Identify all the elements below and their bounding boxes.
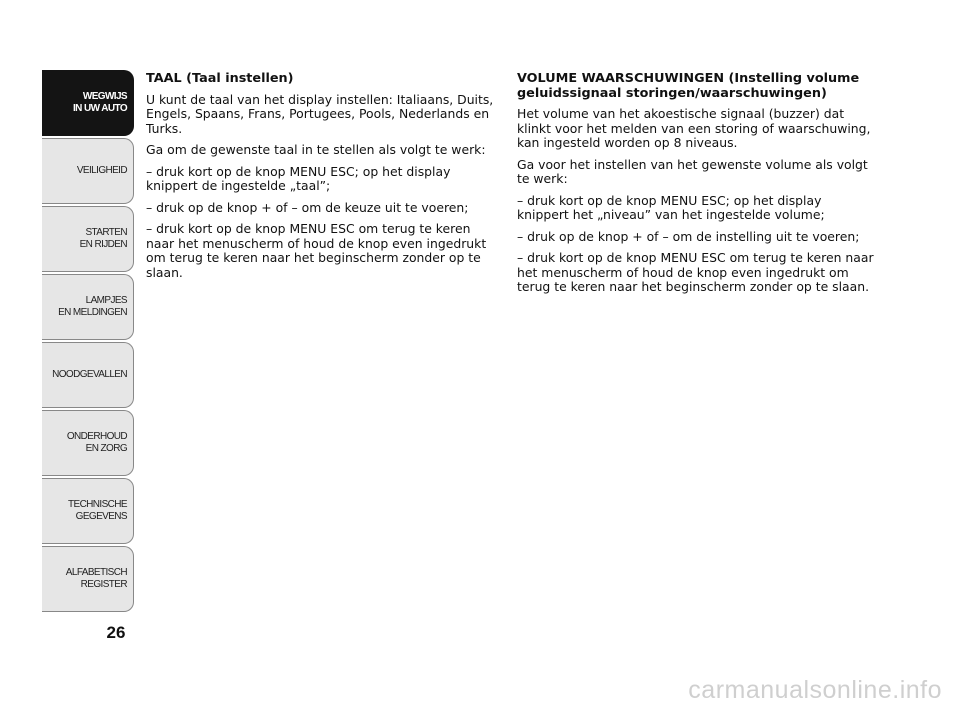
tab-label: WEGWIJS IN UW AUTO — [73, 91, 127, 114]
paragraph: – druk kort op de knop MENU ESC om terug te keren naar het menuscherm of houd de knop even ingedrukt om terug te keren naar het beginscherm zonder op te slaan. — [517, 250, 874, 294]
chapter-tabs — [42, 70, 134, 614]
tab-label: VEILIGHEID — [76, 165, 127, 176]
tab-label: STARTEN EN RIJDEN — [79, 227, 127, 250]
tab-veiligheid[interactable] — [42, 138, 134, 204]
tab-starten[interactable] — [42, 206, 134, 272]
paragraph: – druk kort op de knop MENU ESC; op het display knippert de ingestelde „taal”; — [146, 163, 451, 193]
left-column — [146, 72, 496, 287]
tab-label: ALFABETISCH REGISTER — [65, 567, 127, 590]
paragraph: Ga om de gewenste taal in te stellen als volgt te werk: — [146, 142, 486, 157]
tab-lampjes[interactable] — [42, 274, 134, 340]
paragraph: – druk op de knop + of – om de instelling uit te voeren; — [517, 228, 860, 244]
section-heading-volume: VOLUME WAARSCHUWINGEN (Instelling volume geluidssignaal storingen/waarschuwingen) — [517, 71, 860, 101]
tab-label: ONDERHOUD EN ZORG — [66, 431, 127, 454]
watermark: carmanualsonline.info — [688, 676, 942, 704]
paragraph: – druk op de knop + of – om de keuze uit te voeren; — [146, 199, 469, 215]
tab-label: NOODGEVALLEN — [52, 369, 127, 380]
paragraph: U kunt de taal van het display instellen: Italiaans, Duits, Engels, Spaans, Frans, Portugees, Pools, Nederlands en Turks. — [146, 91, 494, 136]
tab-alfabetisch[interactable] — [42, 546, 134, 612]
tab-technische[interactable] — [42, 478, 134, 544]
paragraph: – druk kort op de knop MENU ESC om terug te keren naar het menuscherm of houd de knop even ingedrukt om terug te keren naar het beginscherm zonder op te slaan. — [146, 221, 487, 280]
tab-label: LAMPJES EN MELDINGEN — [58, 295, 127, 318]
page-number: 26 — [106, 623, 126, 642]
tab-onderhoud[interactable] — [42, 410, 134, 476]
tab-noodgevallen[interactable] — [42, 342, 134, 408]
section-heading-taal: TAAL (Taal instellen) — [146, 71, 294, 86]
paragraph: – druk kort op de knop MENU ESC; op het display knippert het „niveau” van het ingestelde volume; — [517, 192, 825, 222]
right-column — [517, 72, 877, 302]
paragraph: Ga voor het instellen van het gewenste volume als volgt te werk: — [517, 156, 868, 186]
paragraph: Het volume van het akoestische signaal (buzzer) dat klinkt voor het melden van een storing of waarschuwing, kan ingesteld worden op 8 niveaus. — [517, 106, 871, 150]
tab-wegwijs[interactable] — [42, 70, 134, 136]
tab-label: TECHNISCHE GEGEVENS — [67, 499, 127, 522]
